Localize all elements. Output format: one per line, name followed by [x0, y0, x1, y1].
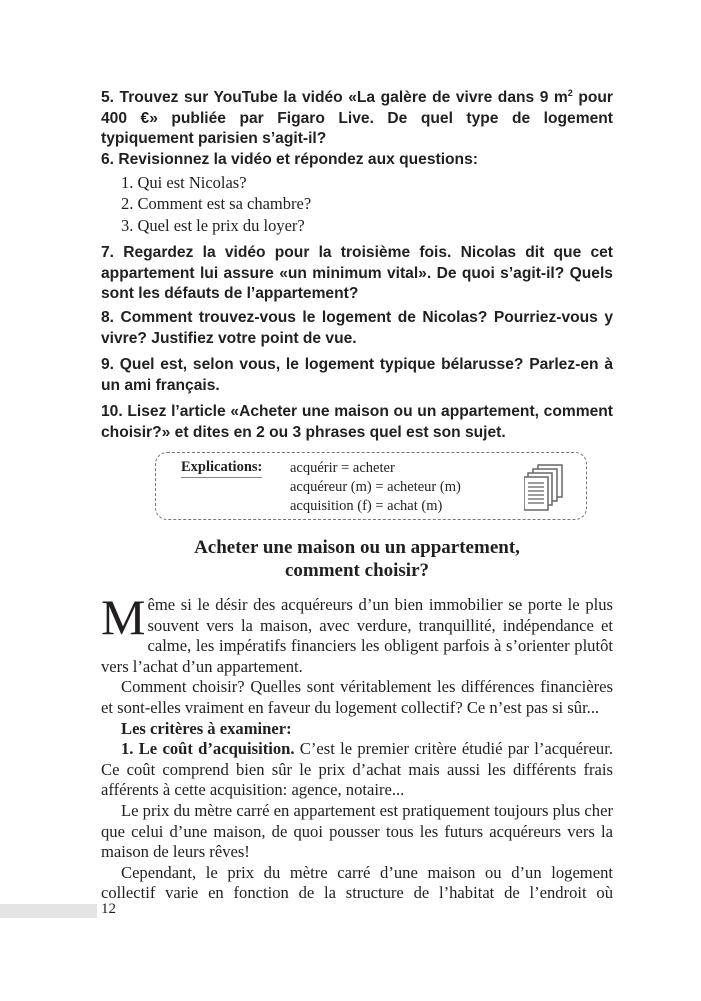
superscript: 2: [567, 87, 573, 98]
title-line: comment choisir?: [284, 560, 430, 581]
list-item: 1. Qui est Nicolas?: [121, 173, 247, 192]
question-9: 9. Quel est, selon vous, le logement typique bélarusse? Parlez-en à un ami français.: [101, 356, 613, 394]
criterion-label: 1. Le coût d’acquisition.: [121, 739, 295, 759]
question-5: [101, 88, 613, 150]
section-heading: [101, 719, 613, 740]
article-title: [101, 536, 613, 582]
page-bar: [0, 904, 97, 918]
question-text: 5. Trouvez sur YouTube la vidéo «La galère de vivre dans 9 m: [101, 89, 568, 106]
explications-label: Explications:: [181, 459, 262, 478]
question-8: 8. Comment trouvez-vous le logement de Nicolas? Pourriez-vous y vivre? Justifiez votre point de vue.: [101, 309, 613, 347]
paragraph: Comment choisir? Quelles sont véritablement les différences financières et sont-elles vraiment en faveur du logement collectif? Ce n’est pas si sûr...: [101, 677, 613, 717]
question-6-list: [121, 172, 311, 236]
question-6: 6. Revisionnez la vidéo et répondez aux questions:: [101, 151, 478, 168]
paragraph: [101, 589, 613, 677]
heading-text: Les critères à examiner:: [121, 718, 292, 738]
explication-line: acquéreur (m) = acheteur (m): [290, 479, 461, 495]
question-7: 7. Regardez la vidéo pour la troisième fois. Nicolas dit que cet appartement lui assure «un minimum vital». De quoi s’agit-il? Quels sont les défauts de l’appartement?: [101, 244, 613, 302]
explication-line: acquisition (f) = achat (m): [290, 498, 443, 514]
list-item: 3. Quel est le prix du loyer?: [121, 215, 305, 235]
article-body: [101, 589, 613, 904]
page-number: 12: [101, 901, 116, 917]
paragraph-text: C’est le premier critère étudié par l’acquéreur. Ce coût comprend bien sûr le prix d’achat mais aussi les différents frais afférents à cette acquisition: agence, notaire...: [101, 739, 613, 800]
explication-line: acquérir = acheter: [290, 460, 395, 476]
question-text: pour 400 €» publiée par Figaro Live. De quel type de logement typiquement parisien s’agit-il?: [101, 89, 613, 147]
explications-lines: [290, 459, 461, 516]
paragraph: Cependant, le prix du mètre carré d’une maison ou d’un logement collectif varie en fonction de la structure de l’habitat de l’endroit où: [101, 862, 613, 903]
drop-cap: M: [101, 589, 146, 645]
documents-icon: [524, 464, 564, 512]
explications-box: [155, 452, 587, 520]
paragraph: Le prix du mètre carré en appartement est pratiquement toujours plus cher que celui d’une maison, de quoi pousser tous les futurs acquéreurs vers la maison de leurs rêves!: [101, 800, 613, 862]
list-item: 2. Comment est sa chambre?: [121, 194, 312, 214]
paragraph: [101, 739, 613, 801]
title-line: Acheter une maison ou un appartement,: [194, 537, 520, 558]
paragraph-text: ême si le désir des acquéreurs d’un bien immobilier se porte le plus souvent vers la maison, avec verdure, tranquillité, indépendance et calme, les impératifs financiers les obligent parfois à s’orienter plutôt vers l’achat d’un appartement.: [101, 595, 613, 676]
question-10: 10. Lisez l’article «Acheter une maison ou un appartement, comment choisir?» et dites en 2 ou 3 phrases quel est son sujet.: [101, 403, 613, 441]
